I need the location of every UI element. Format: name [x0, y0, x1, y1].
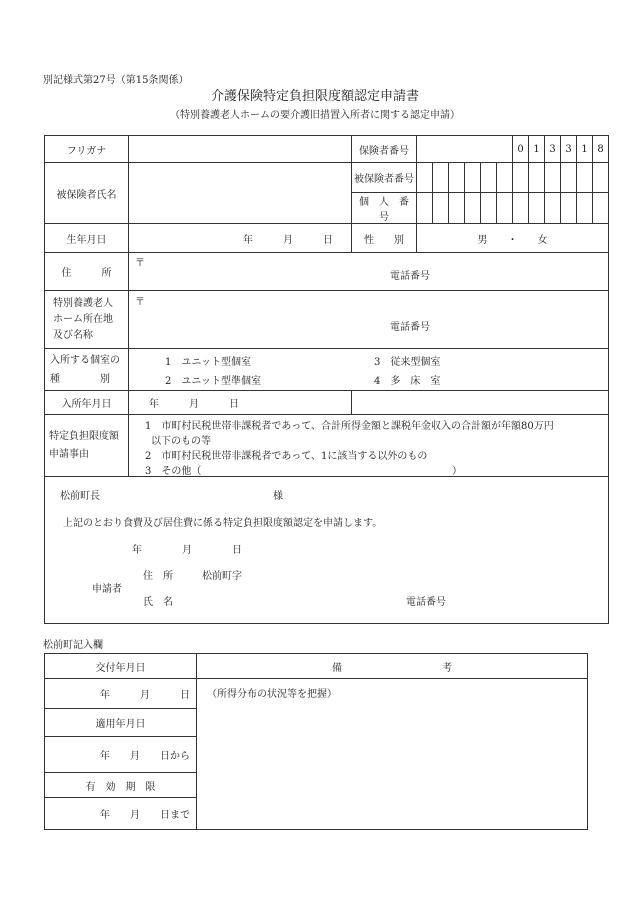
sex-options[interactable]: 男 ・ 女: [417, 224, 609, 253]
room-type-option[interactable]: 2 ユニット型準個室: [165, 376, 261, 387]
page-subtitle: （特別養護老人ホームの要介護旧措置入所者に関する認定申請）: [170, 110, 460, 121]
facility-phone-label: 電話番号: [390, 322, 430, 333]
reason-label-line: 申請事由: [49, 448, 89, 460]
insured-number-box[interactable]: [497, 163, 513, 193]
applicant-address-value[interactable]: 松前町字: [202, 571, 242, 582]
admission-date-field[interactable]: 年 月 日: [129, 391, 352, 415]
insured-number-box[interactable]: [513, 163, 529, 193]
office-use-table: [44, 653, 588, 830]
insured-number-box[interactable]: [577, 163, 593, 193]
personal-number-box[interactable]: [513, 193, 529, 224]
address-field[interactable]: [129, 253, 609, 291]
facility-label: [45, 291, 129, 349]
facility-postal-mark: 〒: [135, 297, 145, 308]
reason-option-1[interactable]: 1 市町村民税世帯非課税者であって、合計所得金額と課税年金収入の合計額が年額80万円: [145, 421, 554, 432]
personal-number-box[interactable]: [433, 193, 449, 224]
personal-number-box[interactable]: [545, 193, 561, 224]
insurer-digit: 0: [513, 136, 529, 163]
issue-date-label: 交付年月日: [45, 654, 197, 679]
insured-number-box[interactable]: [417, 163, 433, 193]
insurer-digit: 3: [545, 136, 561, 163]
birthdate-label: 生年月日: [45, 224, 129, 253]
applicant-label: 申請者: [92, 584, 122, 595]
office-section-label: 松前町記入欄: [43, 640, 103, 651]
reason-option-1-cont: 以下のもの等: [151, 436, 211, 447]
furigana-field[interactable]: [129, 136, 352, 163]
personal-number-box[interactable]: [561, 193, 577, 224]
addressee-honorific: 様: [273, 491, 283, 502]
form-reference: 別記様式第27号（第15条関係）: [43, 75, 189, 86]
page-title: 介護保険特定負担限度額認定申請書: [210, 89, 419, 104]
facility-label-line: 及び名称: [53, 329, 93, 341]
furigana-label: フリガナ: [45, 136, 129, 163]
room-type-options[interactable]: [129, 349, 609, 391]
insured-number-box[interactable]: [433, 163, 449, 193]
personal-number-box[interactable]: [577, 193, 593, 224]
insured-number-box[interactable]: [593, 163, 609, 193]
insured-number-label: 被保険者番号: [352, 163, 417, 193]
application-form-table: [44, 135, 609, 624]
insured-number-box[interactable]: [481, 163, 497, 193]
insurer-number-label: 保険者番号: [352, 136, 417, 163]
remarks-note: （所得分布の状況等を把握）: [207, 689, 337, 700]
personal-number-box[interactable]: [449, 193, 465, 224]
insured-number-box[interactable]: [561, 163, 577, 193]
address-label: 住 所: [45, 253, 129, 291]
admission-date-label: 入所年月日: [45, 391, 129, 415]
personal-number-box[interactable]: [481, 193, 497, 224]
facility-label-line: ホーム所在地: [53, 313, 113, 325]
apply-date-label: 適用年月日: [45, 709, 197, 737]
facility-label-line: 特別養護老人: [53, 297, 113, 309]
reason-label: [45, 415, 129, 477]
application-statement: 上記のとおり食費及び居住費に係る特定負担限度額認定を申請します。: [63, 518, 383, 529]
insured-number-box[interactable]: [545, 163, 561, 193]
remarks-label: 備 考: [197, 654, 588, 679]
personal-number-box[interactable]: [529, 193, 545, 224]
application-date[interactable]: 年 月 日: [132, 545, 242, 556]
reason-options[interactable]: [129, 415, 609, 477]
insured-number-box[interactable]: [449, 163, 465, 193]
reason-option-3-close: ）: [452, 466, 462, 477]
personal-number-box[interactable]: [497, 193, 513, 224]
personal-number-label: 個 人 番 号: [352, 193, 417, 224]
room-type-label: [45, 349, 129, 391]
admission-date-blank: [352, 391, 609, 415]
personal-number-box[interactable]: [593, 193, 609, 224]
address-phone-label: 電話番号: [390, 271, 430, 282]
applicant-address-label: 住 所: [143, 571, 173, 582]
apply-from-date[interactable]: 年 月 日から: [45, 737, 197, 773]
insured-number-box[interactable]: [465, 163, 481, 193]
insured-name-label: 被保険者氏名: [45, 163, 129, 224]
validity-to-date[interactable]: 年 月 日まで: [45, 798, 197, 830]
remarks-field[interactable]: [197, 679, 588, 830]
room-type-label-line: 種 別: [50, 373, 110, 385]
addressee: 松前町長: [60, 491, 100, 502]
sex-label: 性 別: [352, 224, 417, 253]
room-type-label-line: 入所する個室の: [50, 354, 120, 366]
application-block: [45, 477, 609, 624]
insurer-number-blank: [417, 136, 513, 163]
birthdate-field[interactable]: 年 月 日: [129, 224, 352, 253]
postal-mark: 〒: [135, 258, 145, 269]
insurer-digit: 1: [577, 136, 593, 163]
facility-field[interactable]: [129, 291, 609, 349]
room-type-option[interactable]: 3 従来型個室: [374, 357, 441, 368]
reason-label-line: 特定負担限度額: [49, 430, 119, 442]
reason-option-3[interactable]: 3 その他（: [145, 466, 202, 477]
insured-name-field[interactable]: [129, 163, 352, 224]
reason-option-2[interactable]: 2 市町村民税世帯非課税者であって、1に該当する以外のもの: [145, 451, 428, 462]
applicant-phone-label: 電話番号: [406, 597, 446, 608]
insurer-digit: 8: [593, 136, 609, 163]
insured-number-box[interactable]: [529, 163, 545, 193]
validity-label: 有 効 期 限: [45, 773, 197, 798]
room-type-option[interactable]: 4 多 床 室: [374, 376, 441, 387]
room-type-option[interactable]: 1 ユニット型個室: [165, 357, 251, 368]
issue-date-field[interactable]: 年 月 日: [45, 679, 197, 709]
personal-number-box[interactable]: [465, 193, 481, 224]
applicant-name-label: 氏 名: [143, 597, 173, 608]
insurer-digit: 1: [529, 136, 545, 163]
insurer-digit: 3: [561, 136, 577, 163]
